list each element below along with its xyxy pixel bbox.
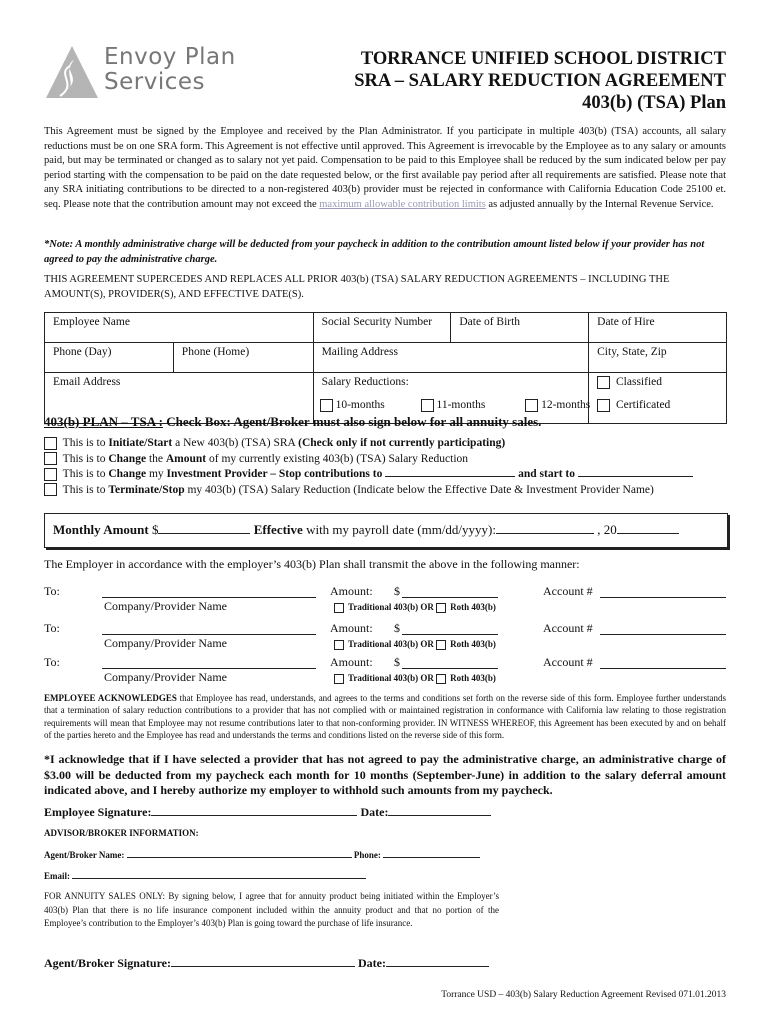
- intro-paragraph: [44, 125, 726, 213]
- document-title: [354, 48, 726, 114]
- 12-months-checkbox[interactable]: [525, 399, 538, 412]
- plan-heading-text: Check Box: Agent/Broker must also sign below for all annuity sales.: [162, 414, 542, 429]
- agent-email-row: Email:: [44, 871, 366, 881]
- agent-signature-input[interactable]: [171, 966, 355, 967]
- account-input[interactable]: [600, 621, 726, 635]
- agent-phone-input[interactable]: [383, 857, 480, 858]
- provider-row-2: To: Company/Provider Name Amount: $ Traditional 403(b) OR Roth 403(b) Account #: [44, 621, 726, 657]
- 11-months-checkbox[interactable]: [421, 399, 434, 412]
- employee-info-table: [44, 312, 727, 424]
- employee-signature-row: Employee Signature: Date:: [44, 805, 491, 820]
- employee-signature-input[interactable]: [151, 815, 357, 816]
- certificated-label: Certificated: [616, 399, 671, 412]
- stop-provider-input[interactable]: [385, 476, 515, 477]
- envoy-logo-mark-icon: [44, 44, 100, 102]
- account-input[interactable]: [600, 655, 726, 669]
- effective-year-input[interactable]: [617, 533, 679, 534]
- admin-charge-note: *Note: A monthly administrative charge will be deducted from your paycheck in addition to the contribution amount listed below if your provider has not agreed to pay the administrative charge.: [44, 239, 705, 265]
- amount-label: Amount:: [330, 584, 373, 598]
- intro-tail: as adjusted annually by the Internal Revenue Service.: [485, 198, 714, 210]
- company-provider-label: Company/Provider Name: [104, 599, 227, 613]
- dob-field[interactable]: Date of Birth: [451, 313, 589, 343]
- option-terminate: This is to Terminate/Stop my 403(b) (TSA) Salary Reduction (Indicate below the Effective Date & Investment Provider Name): [44, 483, 693, 499]
- to-label: To:: [44, 621, 60, 635]
- phone-day-field[interactable]: Phone (Day): [45, 343, 174, 373]
- account-label: Account #: [543, 655, 593, 669]
- amount-input[interactable]: [402, 584, 498, 598]
- traditional-checkbox[interactable]: [334, 674, 344, 684]
- employee-name-field[interactable]: Employee Name: [45, 313, 314, 343]
- company-provider-label: Company/Provider Name: [104, 670, 227, 684]
- city-state-zip-field[interactable]: City, State, Zip: [589, 343, 727, 373]
- agent-email-input[interactable]: [72, 878, 366, 879]
- admin-charge-acknowledgement: *I acknowledge that if I have selected a provider that has not agreed to pay the administrative charge, an administrative charge of $3.00 will be deducted from my paycheck each month for 10 months (September-June) in addition to the salary deferral amount indicated above, and I hereby authorize my employer to withhold such amounts from my paycheck.: [44, 752, 726, 797]
- envoy-logo: [44, 44, 254, 104]
- monthly-amount-label: Monthly Amount: [53, 522, 149, 537]
- provider-name-input[interactable]: [102, 621, 316, 635]
- plan-heading: [44, 414, 541, 430]
- amount-input[interactable]: [402, 621, 498, 635]
- agent-name-input[interactable]: [127, 857, 352, 858]
- company-provider-label: Company/Provider Name: [104, 636, 227, 650]
- amount-label: Amount:: [330, 655, 373, 669]
- effective-label: Effective: [253, 522, 303, 537]
- certificated-checkbox[interactable]: [597, 399, 610, 412]
- employee-acknowledges: EMPLOYEE ACKNOWLEDGES that Employee has read, understands, and agrees to the terms and conditions set forth on the reverse side of this form. Employee further understands that a termination of salary reduction contributions to a provider that has not complied with or maintained registration in conformance with California law relating to those registration requirements will mean that Employee may not resume contributions later to that non-conforming provider. IN WITNESS WHEREOF, this Agreement has been executed by and on behalf of the parties hereto and the Employee has read and understands the terms and conditions listed on the reverse side of this form.: [44, 693, 726, 740]
- roth-checkbox[interactable]: [436, 603, 446, 613]
- title-line3: 403(b) (TSA) Plan: [582, 93, 726, 113]
- traditional-checkbox[interactable]: [334, 640, 344, 650]
- change-provider-checkbox[interactable]: [44, 468, 57, 481]
- effective-date-input[interactable]: [496, 533, 594, 534]
- traditional-checkbox[interactable]: [334, 603, 344, 613]
- ssn-field[interactable]: Social Security Number: [313, 313, 451, 343]
- employee-type-field: [589, 373, 727, 424]
- advisor-broker-heading: ADVISOR/BROKER INFORMATION:: [44, 828, 199, 838]
- agent-broker-name-row: Agent/Broker Name: Phone:: [44, 850, 480, 860]
- option-initiate: This is to Initiate/Start a New 403(b) (TSA) SRA (Check only if not currently participating): [44, 436, 693, 452]
- 10-months-label: 10-months: [335, 399, 385, 412]
- provider-name-input[interactable]: [102, 584, 316, 598]
- agent-date-input[interactable]: [386, 966, 489, 967]
- intro-text: This Agreement must be signed by the Employee and received by the Plan Administrator. If you participate in multiple 403(b) (TSA) accounts, all salary reductions must be on one SRA form. This Agreement is not effective until approved. This Agreement is irrevocable by the Employee as to any salary or amounts paid, but may be terminated or changed as to salary not yet paid. Compensation to be paid to this Employee shall be reduced by the sum indicated below per pay period starting with the compensation to be paid on the date requested below, or the first available pay period after all requirements are satisfied. Please note that any SRA initiating contributions to be directed to a non-registered 403(b) provider must be rejected in conformance with California Education Code 25100 et. seq. Please note that the contribution amount may not exceed the: [44, 126, 726, 210]
- option-change-amount: This is to Change the Amount of my currently existing 403(b) (TSA) Salary Reduction: [44, 452, 693, 468]
- 12-months-label: 12-months: [541, 399, 591, 412]
- terminate-checkbox[interactable]: [44, 483, 57, 496]
- title-line1: TORRANCE UNIFIED SCHOOL DISTRICT: [360, 49, 726, 69]
- plan-options: [44, 436, 693, 498]
- amount-input[interactable]: [402, 655, 498, 669]
- provider-row-1: To: Company/Provider Name Amount: $ Traditional 403(b) OR Roth 403(b) Account #: [44, 584, 726, 620]
- account-input[interactable]: [600, 584, 726, 598]
- classified-label: Classified: [616, 376, 663, 389]
- start-provider-input[interactable]: [578, 476, 693, 477]
- mailing-address-field[interactable]: Mailing Address: [313, 343, 589, 373]
- provider-name-input[interactable]: [102, 655, 316, 669]
- monthly-amount-input[interactable]: [158, 533, 250, 534]
- employer-transmit-text: The Employer in accordance with the employer’s 403(b) Plan shall transmit the above in the following manner:: [44, 557, 580, 571]
- account-label: Account #: [543, 584, 593, 598]
- logo-text-line1: Envoy Plan: [104, 44, 236, 70]
- roth-checkbox[interactable]: [436, 674, 446, 684]
- email-address-field[interactable]: Email Address: [45, 373, 314, 424]
- phone-home-field[interactable]: Phone (Home): [173, 343, 313, 373]
- plan-heading-underlined: 403(b) PLAN – TSA :: [44, 414, 163, 429]
- contribution-limits-link[interactable]: maximum allowable contribution limits: [319, 198, 486, 210]
- to-label: To:: [44, 655, 60, 669]
- option-change-provider: This is to Change my Investment Provider – Stop contributions to and start to: [44, 467, 693, 483]
- supersede-statement: THIS AGREEMENT SUPERCEDES AND REPLACES ALL PRIOR 403(b) (TSA) SALARY REDUCTION AGREEMENTS – INCLUDING THE AMOUNT(S), PROVIDER(S), AND EFFECTIVE DATE(S).: [44, 274, 670, 300]
- 11-months-label: 11-months: [436, 399, 486, 412]
- roth-checkbox[interactable]: [436, 640, 446, 650]
- change-amount-checkbox[interactable]: [44, 452, 57, 465]
- annuity-sales-statement: FOR ANNUITY SALES ONLY: By signing below, I agree that for annuity product being initiated within the Employer’s 403(b) Plan that there is no life insurance component included within the annuity product and that no portion of the Employee’s contribution to the Employer’s 403(b) Plan is going toward the purchase of life insurance.: [44, 891, 499, 928]
- to-label: To:: [44, 584, 60, 598]
- 10-months-checkbox[interactable]: [320, 399, 333, 412]
- hire-date-field[interactable]: Date of Hire: [589, 313, 727, 343]
- amount-label: Amount:: [330, 621, 373, 635]
- footer-revision: Torrance USD – 403(b) Salary Reduction Agreement Revised 071.01.2013: [441, 990, 726, 1000]
- classified-checkbox[interactable]: [597, 376, 610, 389]
- initiate-checkbox[interactable]: [44, 437, 57, 450]
- logo-text-line2: Services: [104, 69, 205, 95]
- employee-date-input[interactable]: [388, 815, 491, 816]
- account-label: Account #: [543, 621, 593, 635]
- title-line2: SRA – SALARY REDUCTION AGREEMENT: [354, 71, 726, 91]
- monthly-amount-box: Monthly Amount $ Effective with my payroll date (mm/dd/yyyy): , 20: [44, 513, 728, 548]
- provider-row-3: To: Company/Provider Name Amount: $ Traditional 403(b) OR Roth 403(b) Account #: [44, 655, 726, 691]
- salary-reductions-label: Salary Reductions:: [321, 376, 409, 388]
- agent-signature-row: Agent/Broker Signature: Date:: [44, 956, 489, 971]
